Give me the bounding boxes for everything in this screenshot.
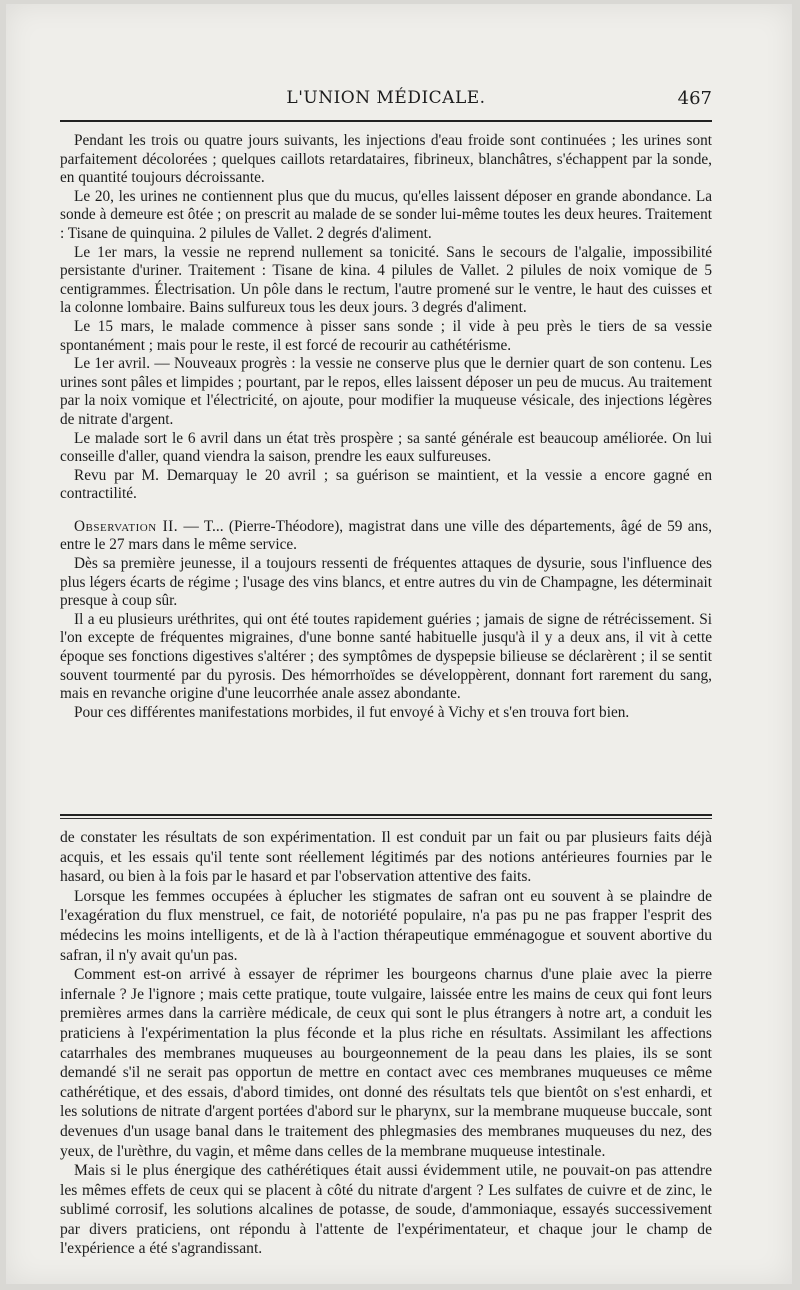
page-number: 467 xyxy=(677,88,712,109)
paragraph: Le 15 mars, le malade commence à pisser sans sonde ; il vide à peu près le tiers de sa vessie spontanément ; mais pour le reste, il est forcé de recourir au cathétérisme. xyxy=(60,317,712,354)
continued-paragraph: de constater les résultats de son expérimentation. Il est conduit par un fait ou par plusieurs faits déjà acquis, et les essais qu'il tente sont réellement légitimés par des notions antérieures fournies par le hasard, ou bien à la fois par le hasard et par l'observation attentive des faits. xyxy=(60,829,712,886)
top-article-text xyxy=(60,132,712,722)
bottom-article-text xyxy=(60,828,712,1259)
paragraph: Le malade sort le 6 avril dans un état très prospère ; sa santé générale est beaucoup améliorée. On lui conseille d'aller, quand viendra la saison, prendre les eaux sulfureuses. xyxy=(60,429,712,466)
header-rule xyxy=(60,120,712,122)
paragraph: Mais si le plus énergique des cathérétiques était aussi évidemment utile, ne pouvait-on pas attendre les mêmes effets de ceux qui se placent à côté du nitrate d'argent ? Les sulfates de cuivre et de zinc, le sublimé corrosif, les solutions alcalines de potasse, de soude, d'ammoniaque, essayés successivement par divers praticiens, ont répondu à l'attente de l'expérimentateur, et chaque jour le champ de l'expérience a été s'agrandissant. xyxy=(60,1162,712,1258)
observation-heading-paragraph xyxy=(60,518,712,555)
page-header xyxy=(60,88,712,112)
section-divider xyxy=(60,814,712,820)
spacer xyxy=(60,504,712,518)
paragraph: Lorsque les femmes occupées à éplucher les stigmates de safran ont eu souvent à se plaindre de l'exagération du flux menstruel, ce fait, de notoriété populaire, n'a pas pu ne pas frapper l'esprit des médecins les moins intelligents, et de là à l'action thérapeutique emménagogue et souvent abortive du safran, il n'y avait qu'un pas. xyxy=(60,887,712,964)
paragraph: Pour ces différentes manifestations morbides, il fut envoyé à Vichy et s'en trouva fort bien. xyxy=(74,703,630,721)
paragraph: Pendant les trois ou quatre jours suivants, les injections d'eau froide sont continuées ; les urines sont parfaitement décolorées ; quelques caillots retardataires, fibrineux, blanchâtres, s'échappent par la sonde, en quantité toujours décroissante. xyxy=(60,132,712,187)
observation-text: — T... (Pierre-Théodore), magistrat dans une ville des départements, âgé de 59 ans, entre le 27 mars dans le même service. xyxy=(60,517,712,554)
running-title: L'UNION MÉDICALE. xyxy=(286,88,486,108)
observation-label: Observation II. xyxy=(74,517,179,535)
paragraph: Le 20, les urines ne contiennent plus que du mucus, qu'elles laissent déposer en grande abondance. La sonde à demeure est ôtée ; on prescrit au malade de se sonder lui-même toutes les deux heures. Traitement : Tisane de quinquina. 2 pilules de Vallet. 2 degrés d'aliment. xyxy=(60,187,712,242)
paragraph: Revu par M. Demarquay le 20 avril ; sa guérison se maintient, et la vessie a encore gagné en contractilité. xyxy=(60,466,712,503)
paragraph: Dès sa première jeunesse, il a toujours ressenti de fréquentes attaques de dysurie, sous l'influence des plus légers écarts de régime ; l'usage des vins blancs, et entre autres du vin de Champagne, les déterminait presque à coup sûr. xyxy=(60,555,712,610)
paragraph: Comment est-on arrivé à essayer de réprimer les bourgeons charnus d'une plaie avec la pierre infernale ? Je l'ignore ; mais cette pratique, toute vulgaire, laissée entre les mains de ceux qui font leurs premières armes dans la carrière médicale, de ceux qui sont le plus étrangers à notre art, a conduit les praticiens à l'expérimentation la plus féconde et la plus riche en résultats. Assimilant les affections catarrhales des membranes muqueuses au bourgeonnement de la peau dans les plaies, ils se sont demandé s'il ne serait pas opportun de mettre en contact avec ces membranes muqueuses ce même cathérétique, et des essais, d'abord timides, ont donné des résultats tels que bientôt on s'est enhardi, et les solutions de nitrate d'argent portées d'abord sur le pharynx, sur la membrane muqueuse buccale, sont devenues d'un usage banal dans le traitement des phlegmasies des membranes muqueuses du nez, des yeux, de l'urèthre, du vagin, et même dans celles de la membrane muqueuse intestinale. xyxy=(60,966,712,1160)
paragraph: Le 1er avril. — Nouveaux progrès : la vessie ne conserve plus que le dernier quart de son contenu. Les urines sont pâles et limpides ; pourtant, par le repos, elles laissent déposer un peu de mucus. Au traitement par la noix vomique et l'électricité, on ajoute, pour modifier la muqueuse vésicale, des injections légères de nitrate d'argent. xyxy=(60,355,712,428)
paragraph: Il a eu plusieurs uréthrites, qui ont été toutes rapidement guéries ; jamais de signe de rétrécissement. Si l'on excepte de fréquentes migraines, d'une bonne santé habituelle jusqu'à il y a deux ans, il vit à cette époque ses fonctions digestives s'altérer ; des symptômes de dyspepsie bilieuse se déclarèrent ; il se sentit souvent tourmenté par du pyrosis. Des hémorrhoïdes se développèrent, donnant fort rarement du sang, mais en revanche origine d'une leucorrhée anale assez abondante. xyxy=(60,610,712,703)
paragraph: Le 1er mars, la vessie ne reprend nullement sa tonicité. Sans le secours de l'algalie, impossibilité persistante d'uriner. Traitement : Tisane de kina. 4 pilules de Vallet. 2 pilules de noix vomique de 5 centigrammes. Électrisation. Un pôle dans le rectum, l'autre promené sur le ventre, le haut des cuisses et la colonne lombaire. Bains sulfureux tous les deux jours. 3 degrés d'aliment. xyxy=(60,243,712,317)
